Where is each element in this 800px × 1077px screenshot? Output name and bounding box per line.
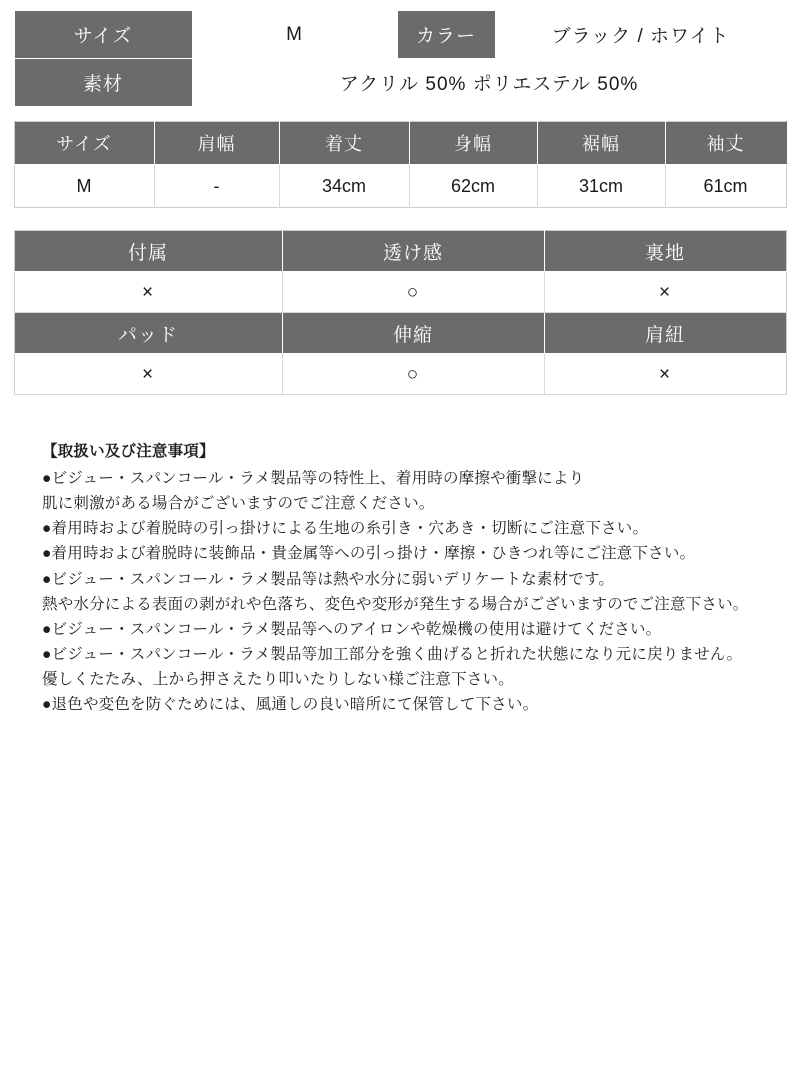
cell-sleeve: 61cm bbox=[665, 165, 786, 208]
spec-value-color: ブラック / ホワイト bbox=[495, 11, 786, 59]
col-header-length: 着丈 bbox=[279, 122, 409, 165]
col-header-bust: 身幅 bbox=[409, 122, 537, 165]
mark-cross: × bbox=[658, 281, 672, 303]
table-row bbox=[14, 11, 786, 59]
attr-value-sheerness bbox=[282, 272, 544, 313]
col-header-sleeve: 袖丈 bbox=[665, 122, 786, 165]
care-note-line: ●ビジュー・スパンコール・ラメ製品等は熱や水分に弱いデリケートな素材です。 bbox=[42, 570, 615, 588]
attr-header-stretch: 伸縮 bbox=[282, 313, 544, 354]
care-notes-title: 【取扱い及び注意事項】 bbox=[42, 443, 215, 460]
table-header-row bbox=[14, 313, 786, 354]
attr-header-pad: パッド bbox=[14, 313, 282, 354]
attribute-table bbox=[14, 230, 787, 395]
care-note-line: ●着用時および着脱時の引っ掛けによる生地の糸引き・穴あき・切断にご注意下さい。 bbox=[42, 520, 649, 538]
attr-value-lining bbox=[544, 272, 786, 313]
spec-label-color: カラー bbox=[397, 11, 495, 59]
table-header-row bbox=[14, 231, 786, 272]
care-note-line: ●退色や変色を防ぐためには、風通しの良い暗所にて保管して下さい。 bbox=[42, 696, 539, 714]
cell-hem: 31cm bbox=[537, 165, 665, 208]
care-note-line: ●ビジュー・スパンコール・ラメ製品等へのアイロンや乾燥機の使用は避けてください。 bbox=[42, 620, 662, 638]
spec-label-material: 素材 bbox=[14, 59, 192, 107]
cell-bust: 62cm bbox=[409, 165, 537, 208]
cell-shoulder: - bbox=[154, 165, 279, 208]
cell-length: 34cm bbox=[279, 165, 409, 208]
attr-value-accessory bbox=[14, 272, 282, 313]
mark-cross: × bbox=[141, 363, 155, 385]
attr-header-lining: 裏地 bbox=[544, 231, 786, 272]
table-row bbox=[14, 272, 786, 313]
care-note-line: ●着用時および着脱時に装飾品・貴金属等への引っ掛け・摩擦・ひきつれ等にご注意下さい。 bbox=[42, 545, 696, 563]
care-note-line: 優しくたたみ、上から押さえたり叩いたりしない様ご注意下さい。 bbox=[42, 670, 514, 688]
spec-label-size: サイズ bbox=[14, 11, 192, 59]
mark-circle: ○ bbox=[406, 363, 420, 385]
col-header-hem: 裾幅 bbox=[537, 122, 665, 165]
mark-cross: × bbox=[141, 281, 155, 303]
mark-circle: ○ bbox=[406, 281, 420, 303]
care-notes bbox=[20, 439, 780, 717]
attr-value-stretch bbox=[282, 354, 544, 395]
care-note-line: ●ビジュー・スパンコール・ラメ製品等加工部分を強く曲げると折れた状態になり元に戻りません。 bbox=[42, 645, 743, 663]
spec-value-size: M bbox=[192, 11, 397, 59]
table-row bbox=[14, 165, 786, 208]
attr-header-strap: 肩紐 bbox=[544, 313, 786, 354]
attr-header-accessory: 付属 bbox=[14, 231, 282, 272]
table-row bbox=[14, 354, 786, 395]
attr-value-pad bbox=[14, 354, 282, 395]
col-header-size: サイズ bbox=[14, 122, 154, 165]
cell-size: M bbox=[14, 165, 154, 208]
care-note-line: 熱や水分による表面の剥がれや色落ち、変色や変形が発生する場合がございますのでご注意下さい。 bbox=[42, 595, 749, 613]
table-header-row bbox=[14, 122, 786, 165]
table-row bbox=[14, 59, 786, 107]
spec-summary-table bbox=[14, 10, 787, 107]
care-note-line: 肌に刺激がある場合がございますのでご注意ください。 bbox=[42, 495, 435, 513]
care-note-line: ●ビジュー・スパンコール・ラメ製品等の特性上、着用時の摩擦や衝撃により bbox=[42, 470, 585, 488]
mark-cross: × bbox=[658, 363, 672, 385]
attr-header-sheerness: 透け感 bbox=[282, 231, 544, 272]
attr-value-strap bbox=[544, 354, 786, 395]
measurement-table bbox=[14, 121, 787, 208]
spec-value-material: アクリル 50% ポリエステル 50% bbox=[192, 59, 786, 107]
col-header-shoulder: 肩幅 bbox=[154, 122, 279, 165]
product-spec-page bbox=[0, 10, 800, 717]
